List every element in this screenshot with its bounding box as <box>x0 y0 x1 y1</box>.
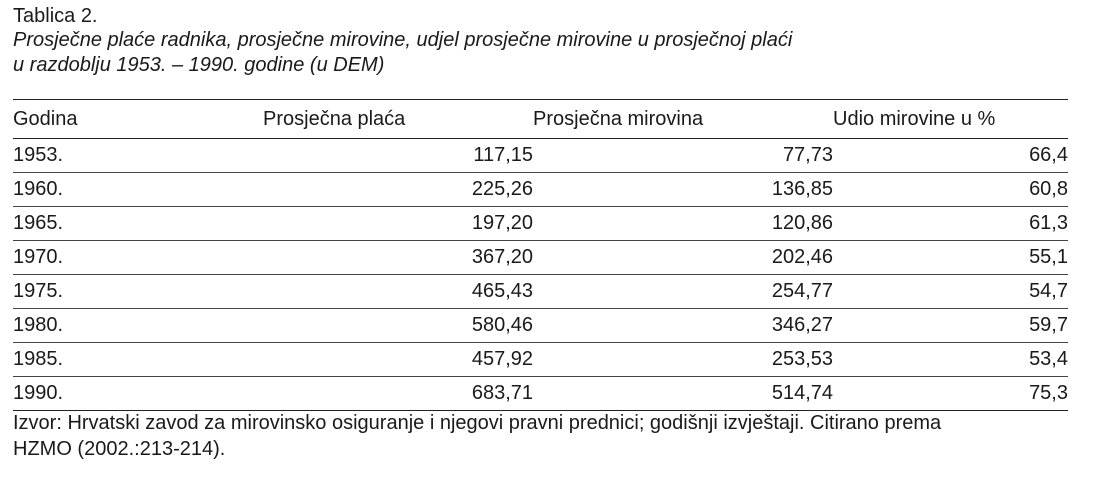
column-header-average-pension: Prosječna mirovina <box>533 100 833 139</box>
cell-year: 1960. <box>13 173 263 207</box>
cell-average-wage: 225,26 <box>263 173 533 207</box>
table-label: Tablica 2. <box>13 5 98 27</box>
cell-average-wage: 465,43 <box>263 275 533 309</box>
source-note <box>13 410 1073 462</box>
cell-average-pension: 346,27 <box>533 309 833 343</box>
cell-year: 1975. <box>13 275 263 309</box>
cell-year: 1990. <box>13 377 263 411</box>
cell-average-wage: 580,46 <box>263 309 533 343</box>
cell-pension-share: 59,7 <box>833 309 1068 343</box>
cell-average-pension: 120,86 <box>533 207 833 241</box>
cell-pension-share: 60,8 <box>833 173 1068 207</box>
table-caption <box>13 28 1073 78</box>
source-line-1: Izvor: Hrvatski zavod za mirovinsko osiguranje i njegovi pravni prednici; godišnji izvještaji. Citirano prema <box>13 412 942 434</box>
table-row <box>13 377 1068 411</box>
cell-year: 1953. <box>13 139 263 173</box>
table-row <box>13 343 1068 377</box>
cell-average-pension: 253,53 <box>533 343 833 377</box>
column-header-year: Godina <box>13 100 263 139</box>
column-header-average-wage: Prosječna plaća <box>263 100 533 139</box>
cell-average-pension: 254,77 <box>533 275 833 309</box>
cell-year: 1980. <box>13 309 263 343</box>
table-row <box>13 173 1068 207</box>
cell-year: 1965. <box>13 207 263 241</box>
table-row <box>13 139 1068 173</box>
cell-average-wage: 683,71 <box>263 377 533 411</box>
cell-average-wage: 197,20 <box>263 207 533 241</box>
cell-average-wage: 457,92 <box>263 343 533 377</box>
cell-average-pension: 136,85 <box>533 173 833 207</box>
table-row <box>13 207 1068 241</box>
cell-average-pension: 77,73 <box>533 139 833 173</box>
cell-pension-share: 61,3 <box>833 207 1068 241</box>
cell-average-pension: 514,74 <box>533 377 833 411</box>
cell-year: 1970. <box>13 241 263 275</box>
column-header-pension-share: Udio mirovine u % <box>833 100 1068 139</box>
cell-pension-share: 53,4 <box>833 343 1068 377</box>
table-row <box>13 275 1068 309</box>
cell-pension-share: 66,4 <box>833 139 1068 173</box>
table-row <box>13 241 1068 275</box>
cell-pension-share: 54,7 <box>833 275 1068 309</box>
document <box>13 4 1073 460</box>
table-row <box>13 309 1068 343</box>
cell-average-wage: 367,20 <box>263 241 533 275</box>
caption-line-1: Prosječne plaće radnika, prosječne mirovine, udjel prosječne mirovine u prosječnoj plaći <box>13 29 793 51</box>
caption-line-2: u razdoblju 1953. – 1990. godine (u DEM) <box>13 54 385 76</box>
cell-pension-share: 75,3 <box>833 377 1068 411</box>
data-table <box>13 100 1068 411</box>
cell-pension-share: 55,1 <box>833 241 1068 275</box>
cell-year: 1985. <box>13 343 263 377</box>
source-line-2: HZMO (2002.:213-214). <box>13 438 226 460</box>
cell-average-wage: 117,15 <box>263 139 533 173</box>
cell-average-pension: 202,46 <box>533 241 833 275</box>
table-header-row <box>13 100 1068 139</box>
